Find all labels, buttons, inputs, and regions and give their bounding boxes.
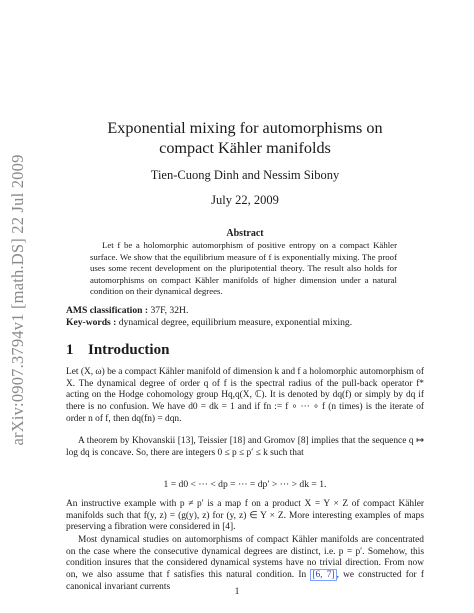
title-line-1: Exponential mixing for automorphisms on — [107, 119, 383, 137]
paragraph-4-text-before: Most dynamical studies on automorphisms of compact Kähler manifolds are concentrated on the case where the consecutive dynamical degrees are distinct, i.e. p = p′. Somehow, this condition insures that the considered dynamical systems have no trivial direction. From now on, we also assume that f satisfies this natural condition. In — [66, 535, 424, 581]
abstract-heading: Abstract — [226, 228, 264, 239]
ams-classification — [66, 305, 426, 317]
arxiv-identifier: arXiv:0907.3794v1 [math.DS] 22 Jul 2009 — [8, 154, 27, 446]
arxiv-sidebar — [2, 150, 34, 450]
keywords-value: dynamical degree, equilibrium measure, exponential mixing. — [116, 317, 353, 328]
section-title: Introduction — [88, 342, 170, 358]
ams-value: 37F, 32H. — [148, 305, 189, 316]
ams-label: AMS classification : — [66, 305, 149, 316]
section-number: 1 — [66, 342, 74, 358]
section-heading — [66, 342, 169, 359]
keywords — [66, 317, 426, 329]
paper-title — [70, 118, 420, 158]
paragraph-4-text-after: , we constructed for f canonical invariant currents — [66, 570, 425, 592]
keywords-label: Key-words : — [66, 317, 117, 328]
paper-date: July 22, 2009 — [211, 193, 279, 207]
intro-paragraph-2: A theorem by Khovanskii [13], Teissier [18] and Gromov [8] implies that the sequence q ↦ log dq is concave. So, there are integers 0 ≤ p ≤ p′ ≤ k such that — [66, 436, 424, 458]
authors: Tien-Cuong Dinh and Nessim Sibony — [150, 168, 340, 182]
page-number: 1 — [234, 586, 240, 597]
intro-paragraph-3: An instructive example with p ≠ p′ is a map f on a product X = Y × Z of compact Kähler manifolds such that f(y, z) = (g(y), z) for (y, z) ∈ Y × Z. More interesting examples of maps preserving a fibration were considered in [4]. — [66, 499, 424, 533]
title-line-2: compact Kähler manifolds — [159, 139, 331, 157]
citation-link[interactable]: [6, 7] — [312, 570, 335, 581]
display-equation: 1 = d0 < ··· < dp = ··· = dp′ > ··· > dk = 1. — [163, 479, 327, 490]
abstract-body: Let f be a holomorphic automorphism of positive entropy on a compact Kähler surface. We show that the equilibrium measure of f is exponentially mixing. The proof uses some recent development on the pluripotential theory. The result also holds for automorphisms on compact Kähler manifolds of higher dimension under a natural condition on their dynamical degrees. — [90, 240, 397, 296]
intro-paragraph-4 — [66, 535, 424, 594]
intro-paragraph-1: Let (X, ω) be a compact Kähler manifold of dimension k and f a holomorphic automorphism of X. The dynamical degree of order q of f is the spectral radius of the pull-back operator f* acting on the Hodge cohomology group Hq,q(X, ℂ). It is denoted by dq(f) or simply by dq if there is no confusion. We have d0 = dk = 1 and if fn := f ∘ ··· ∘ f (n times) is the iterate of order n of f, then dq(fn) = dqn. — [66, 367, 424, 424]
